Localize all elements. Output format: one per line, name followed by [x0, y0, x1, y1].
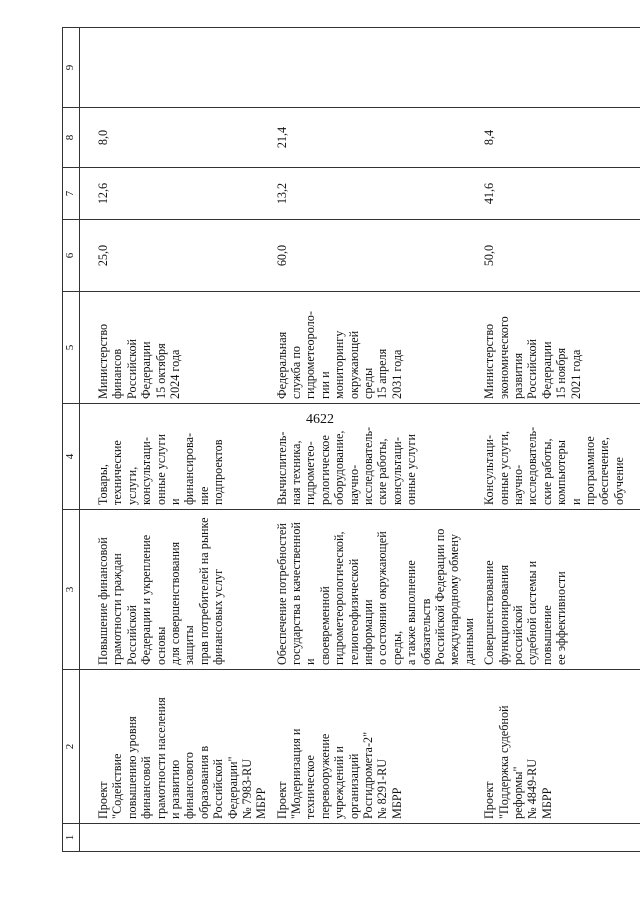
col-header-8: 8 [63, 108, 80, 168]
loan-projects-table [62, 27, 640, 852]
table-row [479, 28, 640, 852]
cell-value-6: 25,0 [80, 220, 272, 292]
col-header-9: 9 [63, 28, 80, 108]
page-number: 4622 [306, 412, 334, 427]
cell-value-7: 12,6 [80, 168, 272, 220]
cell-value-6: 60,0 [272, 220, 479, 292]
cell-project: Проект "Поддержка судебной реформы" № 4849-RU МБРР [479, 670, 640, 824]
cell-value-8: 8,0 [80, 108, 272, 168]
cell-index [272, 824, 479, 852]
cell-value-8: 21,4 [272, 108, 479, 168]
col-header-4: 4 [63, 404, 80, 510]
cell-index [80, 824, 272, 852]
cell-value-9 [80, 28, 272, 108]
cell-purpose: Обеспечение потребностей государства в качественной и своевременной гидрометеорологической, гелиогеофизической информации о состоянии окружающей среды, а также выполнение обязательств Российской Федерации по международному обмену данными [272, 510, 479, 670]
cell-project: Проект "Модернизация и техническое перевооружение учреждений и организаций Росгидромета-2" № 8291-RU МБРР [272, 670, 479, 824]
rotated-table [62, 28, 640, 852]
header-row [63, 28, 80, 852]
cell-executor: Федеральная служба по гидрометеороло- гии и мониторингу окружающей среды 15 апреля 2031 года [272, 292, 479, 404]
col-header-3: 3 [63, 510, 80, 670]
table-row [80, 28, 272, 852]
cell-value-9 [272, 28, 479, 108]
col-header-7: 7 [63, 168, 80, 220]
cell-value-6: 50,0 [479, 220, 640, 292]
cell-index [479, 824, 640, 852]
col-header-5: 5 [63, 292, 80, 404]
table-row [272, 28, 479, 852]
cell-goods: Консультаци- онные услуги, научно- исследователь- ские работы, компьютеры и программное обеспечение, обучение [479, 404, 640, 510]
cell-value-8: 8,4 [479, 108, 640, 168]
cell-value-7: 41,6 [479, 168, 640, 220]
col-header-2: 2 [63, 670, 80, 824]
cell-executor: Министерство экономического развития Российской Федерации 15 ноября 2021 года [479, 292, 640, 404]
col-header-6: 6 [63, 220, 80, 292]
cell-purpose: Совершенствование функционирования российской судебной системы и повышение ее эффективности [479, 510, 640, 670]
cell-goods: Товары, технические услуги, консультаци- онные услуги и финансирова- ние подпроектов [80, 404, 272, 510]
col-header-1: 1 [63, 824, 80, 852]
rotated-table-wrapper [62, 28, 640, 852]
cell-project: Проект "Содействие повышению уровня финансовой грамотности населения и развитию финансового образования в Российской Федерации" № 7983-RU МБРР [80, 670, 272, 824]
cell-value-9 [479, 28, 640, 108]
cell-executor: Министерство финансов Российской Федерации 15 октября 2024 года [80, 292, 272, 404]
cell-purpose: Повышение финансовой грамотности граждан Российской Федерации и укрепление основы для совершенствования защиты прав потребителей на рынке финансовых услуг [80, 510, 272, 670]
cell-goods: Вычислитель- ная техника, гидрометео- рологическое оборудование, научно- исследователь- ские работы, консультаци- онные услуги [272, 404, 479, 510]
cell-value-7: 13,2 [272, 168, 479, 220]
